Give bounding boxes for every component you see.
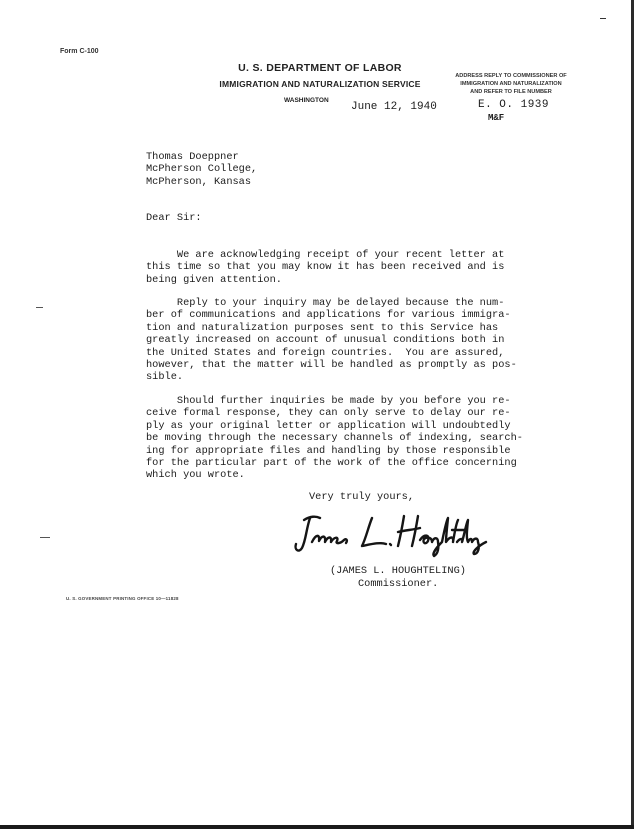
- body-line: for the particular part of the work of the office concerning: [146, 457, 517, 470]
- body-line: this time so that you may know it has been received and is: [146, 261, 505, 274]
- body-line: greatly increased on account of unusual conditions both in: [146, 334, 505, 347]
- body-line: Reply to your inquiry may be delayed because the num-: [146, 297, 505, 309]
- complimentary-closing: Very truly yours,: [309, 491, 415, 503]
- body-line: the United States and foreign countries. You are assured,: [146, 346, 505, 359]
- body-line: however, that the matter will be handled as promptly as pos-: [146, 359, 517, 372]
- body-line: be moving through the necessary channels of indexing, search-: [146, 432, 523, 445]
- body-line: being given attention.: [146, 273, 282, 286]
- service-name: IMMIGRATION AND NATURALIZATION SERVICE: [219, 79, 421, 89]
- recipient-address: [146, 151, 257, 188]
- recipient-line: McPherson, Kansas: [146, 175, 252, 188]
- body-line: ceive formal response, they can only serve to delay our re-: [146, 407, 511, 420]
- letter-date: June 12, 1940: [351, 101, 437, 113]
- signer-name: (JAMES L. HOUGHTELING): [330, 565, 466, 577]
- body-line: Should further inquiries be made by you before you re-: [146, 395, 511, 407]
- body-line: ing for appropriate files and handling by those responsible: [146, 444, 511, 457]
- handwritten-signature: [292, 508, 492, 558]
- file-suffix: M&F: [488, 113, 505, 123]
- body-line: sible.: [146, 371, 184, 384]
- signer-title: Commissioner.: [358, 578, 439, 590]
- address-reply-line: IMMIGRATION AND NATURALIZATION: [460, 81, 562, 87]
- department-title: U. S. DEPARTMENT OF LABOR: [238, 62, 402, 74]
- page-edge-bottom: [0, 825, 634, 829]
- corner-mark: [600, 18, 606, 19]
- margin-mark: [40, 537, 50, 538]
- body-line: ply as your original letter or application will undoubtedly: [146, 419, 511, 432]
- address-reply-line: ADDRESS REPLY TO COMMISSIONER OF: [455, 73, 567, 79]
- body-paragraph-1: [146, 249, 504, 286]
- salutation: Dear Sir:: [146, 212, 202, 224]
- letterhead-city: WASHINGTON: [284, 97, 329, 104]
- body-line: tion and naturalization purposes sent to this Service has: [146, 321, 499, 334]
- file-number: E. O. 1939: [478, 99, 550, 111]
- body-line: which you wrote.: [146, 469, 245, 482]
- printing-office-imprint: U. S. GOVERNMENT PRINTING OFFICE 10—11828: [66, 596, 179, 601]
- body-paragraph-3: [146, 395, 523, 482]
- address-reply-note: [452, 72, 570, 96]
- form-number: Form C-100: [60, 48, 99, 55]
- address-reply-line: AND REFER TO FILE NUMBER: [470, 89, 552, 95]
- body-line: ber of communications and applications for various immigra-: [146, 309, 511, 322]
- body-line: We are acknowledging receipt of your recent letter at: [146, 249, 505, 261]
- margin-mark: [36, 307, 43, 308]
- body-paragraph-2: [146, 297, 517, 384]
- recipient-line: Thomas Doeppner: [146, 151, 239, 163]
- recipient-line: McPherson College,: [146, 163, 258, 176]
